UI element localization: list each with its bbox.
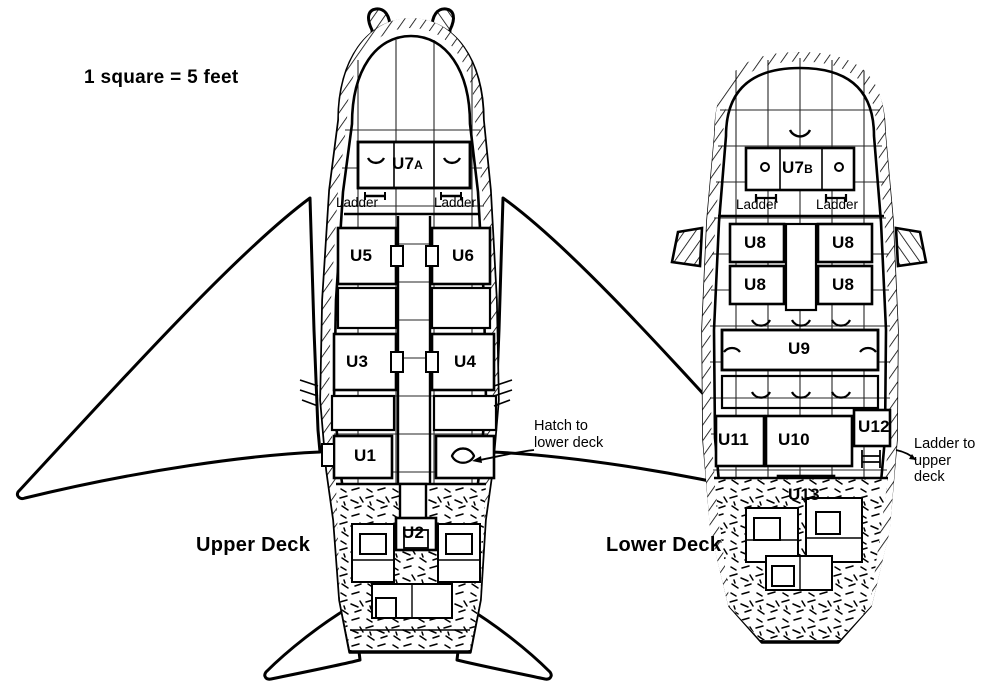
annotation-ladder-lower-left: Ladder [736, 197, 779, 212]
room-label-U13: U13 [788, 485, 820, 504]
room-label-U10: U10 [778, 430, 810, 449]
annotation-ladder-line3: deck [914, 469, 945, 486]
room-label-U4: U4 [454, 352, 477, 371]
room-label-U12: U12 [858, 417, 890, 436]
room-label-U7B-sub: B [804, 162, 814, 176]
room-label-U7A-text: U7 [392, 154, 415, 173]
annotation-ladder-to-upper-deck [914, 436, 975, 486]
annotation-ladder-upper-right: Ladder [434, 195, 477, 210]
room-label-U7B [782, 159, 813, 178]
room-label-U7B-text: U7 [782, 158, 805, 177]
deck-title-upper: Upper Deck [196, 534, 311, 556]
room-label-U8-a: U8 [744, 233, 767, 252]
deck-title-lower: Lower Deck [606, 534, 722, 556]
room-label-U1: U1 [354, 446, 377, 465]
room-label-U7A [392, 155, 423, 174]
room-label-U7A-sub: A [414, 158, 424, 172]
room-label-U9: U9 [788, 339, 811, 358]
scale-note: 1 square = 5 feet [84, 67, 239, 88]
annotation-hatch-line1: Hatch to [534, 418, 588, 434]
room-label-U2: U2 [402, 523, 425, 542]
annotation-hatch-to-lower-deck [534, 418, 603, 451]
room-label-U6: U6 [452, 246, 475, 265]
annotation-ladder-upper-left: Ladder [336, 195, 379, 210]
annotation-ladder-lower-right: Ladder [816, 197, 859, 212]
annotation-ladder-line2: upper [914, 452, 952, 469]
room-label-U3: U3 [346, 352, 369, 371]
room-label-U8-c: U8 [744, 275, 767, 294]
upper-deck-drawing [17, 9, 793, 679]
room-label-U11: U11 [718, 430, 749, 449]
room-label-U5: U5 [350, 246, 373, 265]
room-label-U8-b: U8 [832, 233, 855, 252]
annotation-ladder-line1: Ladder to [914, 436, 976, 452]
room-label-U8-d: U8 [832, 275, 855, 294]
annotation-hatch-line2: lower deck [534, 434, 604, 451]
